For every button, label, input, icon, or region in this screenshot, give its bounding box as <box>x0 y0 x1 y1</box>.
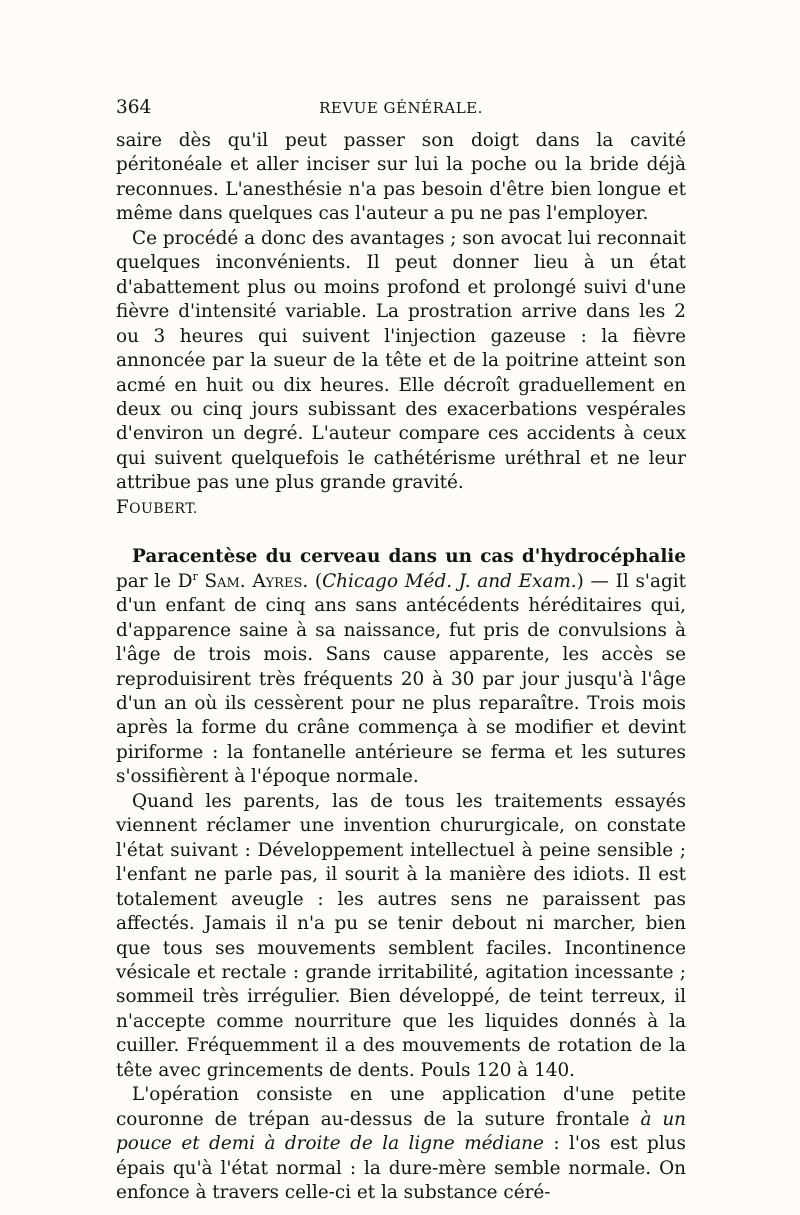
signature-initial: F <box>116 496 130 518</box>
page-number: 364 <box>116 97 152 118</box>
author-prefix: D <box>177 570 193 592</box>
operation-text-start: L'opération consiste en une application d'une petite couronne de trépan au-dessus de la suture frontale <box>116 1084 686 1130</box>
paragraph-clinical-state: Quand les parents, las de tous les traitements essayés viennent réclamer une invention chururgicale, on constate l'état suivant : Développement intellectuel à peine sensible ; l'enfant ne parle pas, il sourit à la manière des idiots. Il est totalement aveugle : les autres sens ne paraissent pas affectés. Jamais il n'a pu se tenir debout ni marcher, bien que tous ses mouvements semblent faciles. Incontinence vésicale et rectale : grande irritabilité, agitation incessante ; sommeil très irrégulier. Bien développé, de teint terreux, il n'accepte comme nourriture que les liquides donnés à la cuiller. Fréquemment il a des mouvements de rotation de la tête avec grincements de dents. Pouls 120 à 140. <box>116 790 686 1081</box>
running-title: REVUE GÉNÉRALE. <box>319 99 483 117</box>
source-open: ( <box>308 570 323 592</box>
section-gap <box>116 521 686 545</box>
operation-text-italic: à un pouce et demi à droite de la ligne médiane <box>116 1108 687 1155</box>
source-journal: Chicago Méd. J. and Exam. <box>322 570 577 592</box>
paragraph-operation <box>116 1083 686 1205</box>
author-name: Sam. Ayres. <box>197 570 309 592</box>
intro-text: — Il s'agit d'un enfant de cinq ans sans antécédents héréditaires qui, d'apparence saine à sa naissance, fut pris de convulsions à l'âge de trois mois. Sans cause apparente, les accès se reproduisirent très fréquents 20 à 30 par jour jusqu'à l'âge d'un an où ils cessèrent pour ne plus reparaître. Trois mois après la forme du crâne commença à se modifier et devint piriforme : la fontanelle antérieure se ferma et les sutures s'ossifièrent à l'époque normale. <box>116 570 686 788</box>
source-close: ) <box>576 570 584 592</box>
operation-text-end: : l'os est plus épais qu'à l'état normal : la dure-mère semble normale. On enfonce à travers celle-ci et la substance céré- <box>116 1133 686 1204</box>
article-title: Paracentèse du cerveau dans un cas d'hydrocéphalie <box>132 546 686 568</box>
author-prefix-sup: r <box>192 569 198 583</box>
paragraph-advantages: Ce procédé a donc des avantages ; son avocat lui reconnait quelques inconvénients. Il peut donner lieu à un état d'abattement plus ou moins profond et prolongé suivi d'une fièvre d'intensité variable. La prostration arrive dans les 2 ou 3 heures qui suivent l'injection gazeuse : la fièvre annoncée par la sueur de la tête et de la poitrine atteint son acmé en huit ou dix heures. Elle décroît graduellement en deux ou cinq jours subissant des exacerbations vespérales d'environ un degré. L'auteur compare ces accidents à ceux qui suivent quelquefois le cathétérisme uréthral et ne leur attribue pas une plus grande gravité. <box>116 227 686 494</box>
page-header <box>116 96 686 120</box>
paragraph-continuation: saire dès qu'il peut passer son doigt dans la cavité péritonéale et aller inciser sur lui la poche ou la bride déjà reconnues. L'anesthésie n'a pas besoin d'être bien longue et même dans quelques cas l'auteur a pu ne pas l'employer. <box>116 130 686 225</box>
article-intro-paragraph <box>116 545 686 790</box>
page-body <box>116 129 686 1205</box>
signature <box>116 496 686 521</box>
article-by: par le <box>116 570 178 592</box>
signature-rest: OUBERT. <box>129 500 198 517</box>
